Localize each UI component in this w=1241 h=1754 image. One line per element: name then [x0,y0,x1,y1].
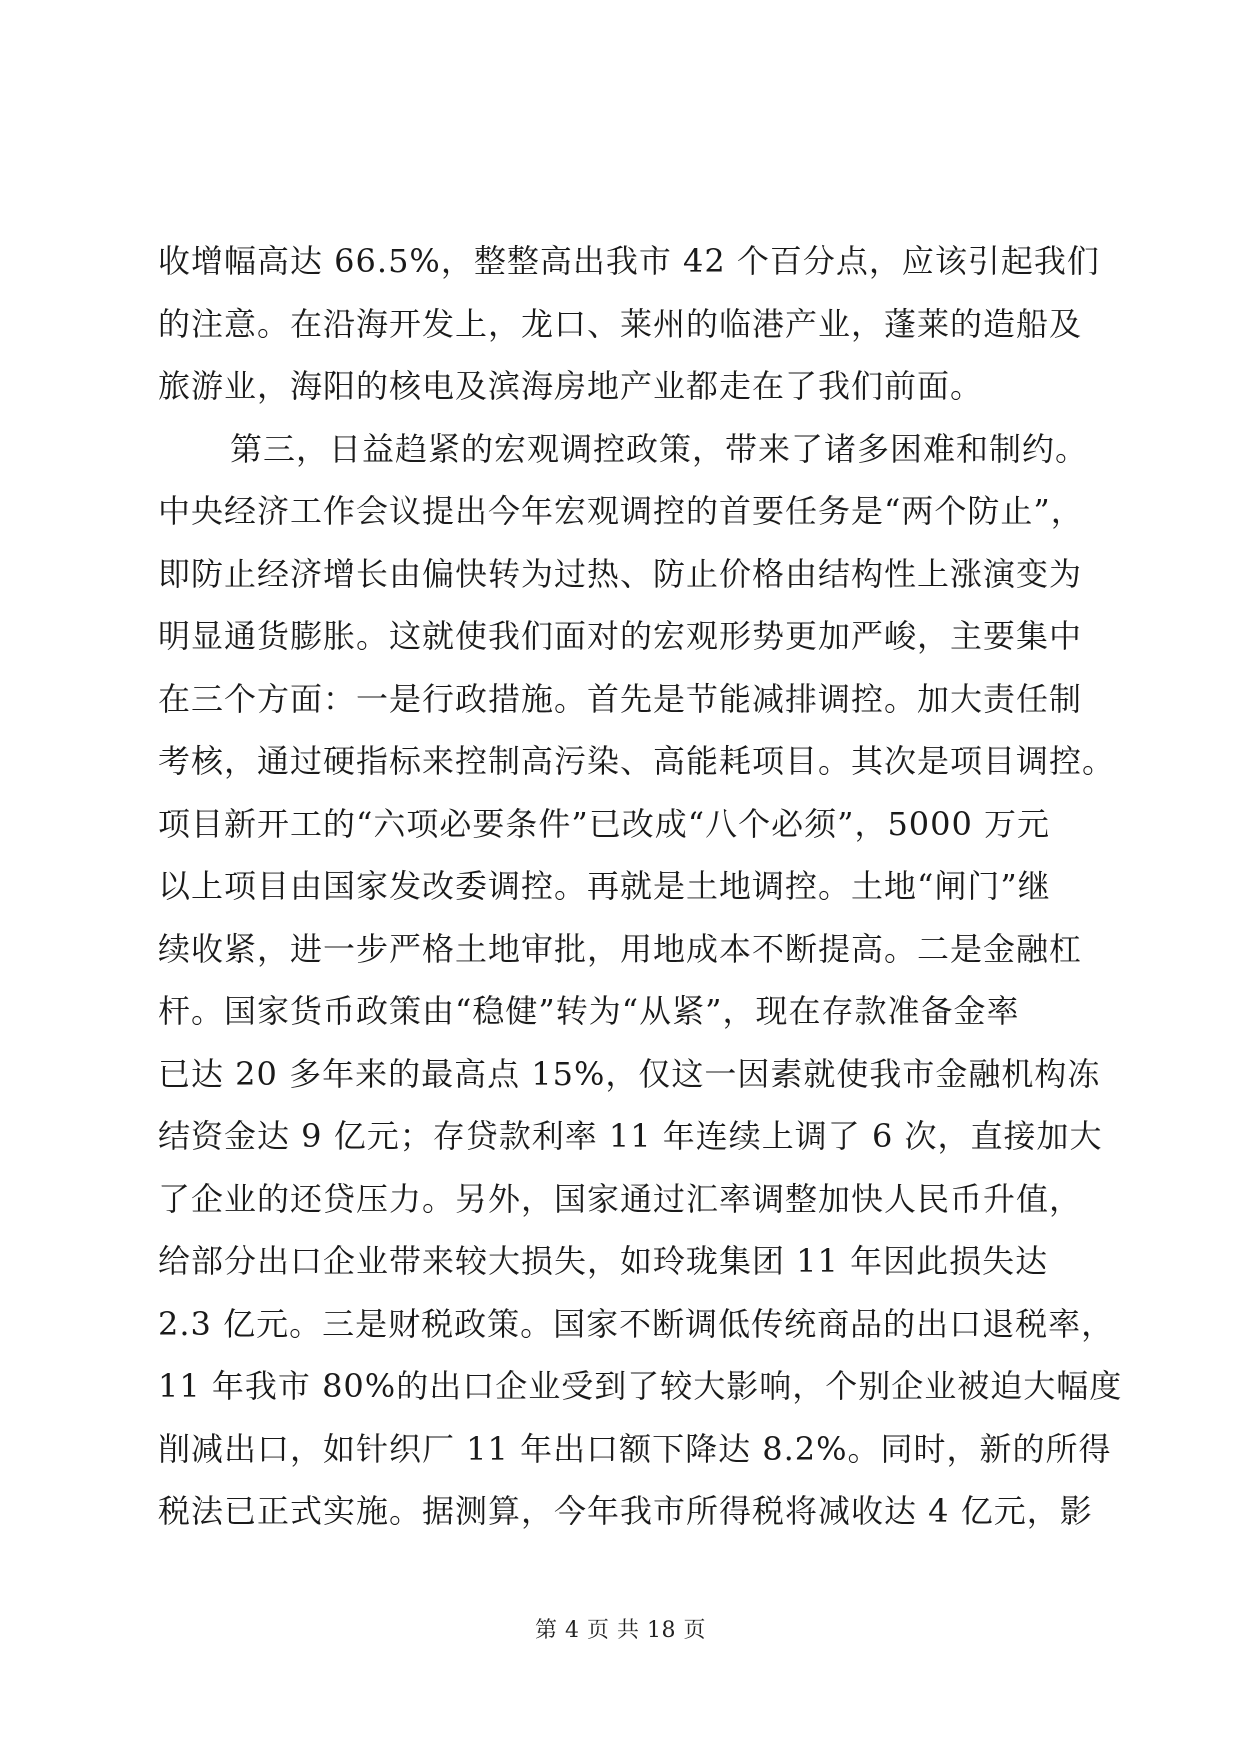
text-line: 削减出口，如针织厂 11 年出口额下降达 8.2%。同时，新的所得 [158,1429,1112,1468]
text-line: 给部分出口企业带来较大损失，如玲珑集团 11 年因此损失达 [158,1242,1049,1280]
text-line: 续收紧，进一步严格土地审批，用地成本不断提高。二是金融杠 [158,929,1083,968]
text-line: 明显通货膨胀。这就使我们面对的宏观形势更加严峻，主要集中 [158,617,1083,655]
text-line: 收增幅高达 66.5%，整整高出我市 42 个百分点，应该引起我们 [158,242,1100,280]
text-line: 税法已正式实施。据测算，今年我市所得税将减收达 4 亿元，影 [158,1492,1093,1530]
body-text [158,230,1123,1543]
text-line: 杆。国家货币政策由“稳健”转为“从紧”，现在存款准备金率 [158,992,1020,1030]
text-line: 考核，通过硬指标来控制高污染、高能耗项目。其次是项目调控。 [158,742,1116,780]
text-line: 在三个方面：一是行政措施。首先是节能减排调控。加大责任制 [158,679,1083,718]
text-line: 结资金达 9 亿元；存贷款利率 11 年连续上调了 6 次，直接加大 [158,1117,1103,1155]
text-line: 旅游业，海阳的核电及滨海房地产业都走在了我们前面。 [158,367,984,405]
text-line: 已达 20 多年来的最高点 15%，仅这一因素就使我市金融机构冻 [158,1054,1101,1093]
page-number-label: 第 4 页 共 18 页 [535,1618,706,1643]
text-line: 11 年我市 80%的出口企业受到了较大影响，个别企业被迫大幅度 [158,1367,1123,1405]
text-line: 的注意。在沿海开发上，龙口、莱州的临港产业，蓬莱的造船及 [158,304,1083,343]
text-line: 中央经济工作会议提出今年宏观调控的首要任务是“两个防止”， [158,492,1084,530]
text-line: 了企业的还贷压力。另外，国家通过汇率调整加快人民币升值， [158,1179,1083,1218]
text-line: 以上项目由国家发改委调控。再就是土地调控。土地“闸门”继 [158,867,1051,905]
text-line: 2.3 亿元。三是财税政策。国家不断调低传统商品的出口退税率， [158,1304,1115,1343]
text-line: 即防止经济增长由偏快转为过热、防止价格由结构性上涨演变为 [158,554,1083,593]
text-line: 项目新开工的“六项必要条件”已改成“八个必须”，5000 万元 [158,804,1051,843]
page-footer [0,1613,1241,1644]
paragraph-start-line: 第三，日益趋紧的宏观调控政策，带来了诸多困难和制约。 [230,429,1089,468]
